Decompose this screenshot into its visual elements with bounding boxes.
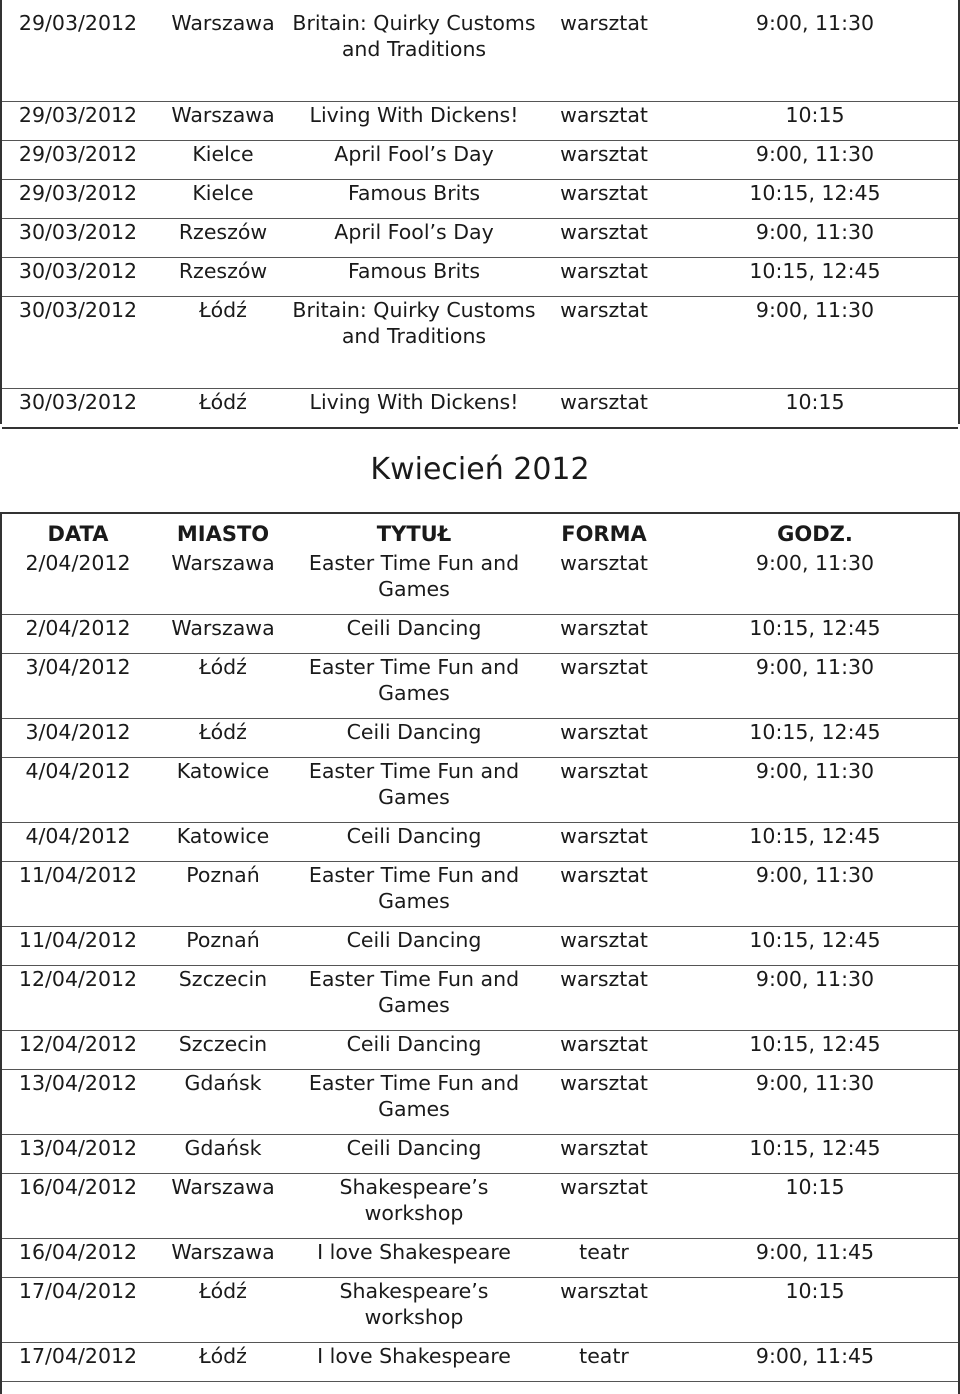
- month-title: Kwiecień 2012: [370, 452, 590, 487]
- cell-date: 16/04/2012: [2, 1239, 154, 1278]
- table-row: [2, 1239, 958, 1278]
- cell-date: 30/03/2012: [2, 297, 154, 389]
- cell-title: Ceili Dancing: [292, 615, 536, 654]
- cell-date: 29/03/2012: [2, 102, 154, 141]
- cell-form: warsztat: [536, 927, 672, 966]
- cell-date: 3/04/2012: [2, 654, 154, 719]
- cell-date: 13/04/2012: [2, 1070, 154, 1135]
- cell-form: warsztat: [536, 102, 672, 141]
- cell-title: April Fool’s Day: [292, 219, 536, 258]
- header-date: DATA: [47, 522, 109, 546]
- cell-form: teatr: [536, 1239, 672, 1278]
- cell-title: Easter Time Fun and Games: [292, 966, 536, 1031]
- table-row: [2, 1174, 958, 1239]
- cell-form: warsztat: [536, 719, 672, 758]
- cell-title: Living With Dickens!: [292, 102, 536, 141]
- cell-date: 4/04/2012: [2, 758, 154, 823]
- cell-title: Ceili Dancing: [292, 1135, 536, 1174]
- cell-time: 10:15, 12:45: [672, 180, 958, 219]
- cell-date: 2/04/2012: [2, 615, 154, 654]
- cell-title: I love Shakespeare: [292, 1239, 536, 1278]
- table-row: [2, 297, 958, 389]
- cell-city: Warszawa: [154, 1239, 292, 1278]
- cell-city: Rzeszów: [154, 258, 292, 297]
- cell-city: Warszawa: [154, 1174, 292, 1239]
- table-header-row: [2, 514, 958, 550]
- table-row: [2, 1031, 958, 1070]
- cell-date: 30/03/2012: [2, 219, 154, 258]
- table-row: [2, 615, 958, 654]
- table-row: [2, 10, 958, 102]
- cell-city: Warszawa: [154, 10, 292, 102]
- cell-time: 9:00, 11:30: [672, 550, 958, 615]
- table-row: [2, 1278, 958, 1343]
- cell-title: Easter Time Fun and Games: [292, 1070, 536, 1135]
- cell-title: Famous Brits: [292, 180, 536, 219]
- cell-date: 11/04/2012: [2, 862, 154, 927]
- cell-form: warsztat: [536, 141, 672, 180]
- cell-time: 10:15, 12:45: [672, 823, 958, 862]
- header-form: FORMA: [561, 522, 647, 546]
- cell-title: Easter Time Fun and Games: [292, 654, 536, 719]
- cell-form: warsztat: [536, 654, 672, 719]
- cell-time: 9:00, 11:45: [672, 1343, 958, 1382]
- cell-time: 10:15: [672, 389, 958, 429]
- cell-city: Poznań: [154, 862, 292, 927]
- cell-city: Rzeszów: [154, 219, 292, 258]
- cell-form: warsztat: [536, 1031, 672, 1070]
- march-schedule-table: [2, 10, 958, 429]
- cell-date: 16/04/2012: [2, 1174, 154, 1239]
- cell-city: Katowice: [154, 758, 292, 823]
- cell-city: Warszawa: [154, 615, 292, 654]
- cell-form: warsztat: [536, 615, 672, 654]
- table-row: [2, 1070, 958, 1135]
- cell-time: 9:00, 11:30: [672, 1070, 958, 1135]
- cell-form: warsztat: [536, 758, 672, 823]
- table-row: [2, 1343, 958, 1382]
- cell-time: 10:15, 12:45: [672, 1135, 958, 1174]
- cell-title: Britain: Quirky Customs and Traditions: [292, 10, 536, 102]
- cell-form: warsztat: [536, 823, 672, 862]
- cell-date: 12/04/2012: [2, 1031, 154, 1070]
- cell-time: 10:15, 12:45: [672, 1031, 958, 1070]
- cell-date: 4/04/2012: [2, 823, 154, 862]
- cell-city: Łódź: [154, 654, 292, 719]
- cell-city: Łódź: [154, 1343, 292, 1382]
- cell-title: Easter Time Fun and Games: [292, 862, 536, 927]
- cell-form: warsztat: [536, 297, 672, 389]
- cell-form: warsztat: [536, 180, 672, 219]
- cell-city: Katowice: [154, 823, 292, 862]
- cell-city: Poznań: [154, 927, 292, 966]
- table-row: [2, 966, 958, 1031]
- header-title: TYTUŁ: [376, 522, 452, 546]
- cell-city: Łódź: [154, 297, 292, 389]
- cell-time: 9:00, 11:30: [672, 966, 958, 1031]
- table-row: [2, 219, 958, 258]
- cell-form: warsztat: [536, 550, 672, 615]
- cell-time: 10:15: [672, 1278, 958, 1343]
- cell-time: 10:15: [672, 102, 958, 141]
- cell-date: 3/04/2012: [2, 719, 154, 758]
- table-row: [2, 258, 958, 297]
- cell-title: Living With Dickens!: [292, 389, 536, 429]
- table-row: [2, 141, 958, 180]
- cell-city: Szczecin: [154, 966, 292, 1031]
- cell-title: Ceili Dancing: [292, 823, 536, 862]
- header-city: MIASTO: [176, 522, 270, 546]
- table-row: [2, 389, 958, 429]
- cell-form: warsztat: [536, 862, 672, 927]
- april-schedule-table: [2, 514, 958, 1382]
- cell-city: Kielce: [154, 141, 292, 180]
- cell-title: I love Shakespeare: [292, 1343, 536, 1382]
- cell-time: 10:15, 12:45: [672, 719, 958, 758]
- cell-time: 10:15, 12:45: [672, 258, 958, 297]
- cell-form: warsztat: [536, 1135, 672, 1174]
- table-row: [2, 823, 958, 862]
- cell-time: 10:15: [672, 1174, 958, 1239]
- cell-date: 29/03/2012: [2, 10, 154, 102]
- cell-date: 12/04/2012: [2, 966, 154, 1031]
- cell-form: warsztat: [536, 1174, 672, 1239]
- cell-city: Warszawa: [154, 550, 292, 615]
- cell-date: 13/04/2012: [2, 1135, 154, 1174]
- table-row: [2, 180, 958, 219]
- cell-title: Easter Time Fun and Games: [292, 550, 536, 615]
- cell-date: 17/04/2012: [2, 1343, 154, 1382]
- table-row: [2, 862, 958, 927]
- cell-form: warsztat: [536, 219, 672, 258]
- cell-time: 9:00, 11:30: [672, 297, 958, 389]
- table-row: [2, 927, 958, 966]
- cell-title: Ceili Dancing: [292, 719, 536, 758]
- cell-city: Szczecin: [154, 1031, 292, 1070]
- cell-city: Gdańsk: [154, 1135, 292, 1174]
- cell-time: 9:00, 11:45: [672, 1239, 958, 1278]
- cell-form: warsztat: [536, 258, 672, 297]
- cell-title: Shakespeare’s workshop: [292, 1278, 536, 1343]
- cell-title: Ceili Dancing: [292, 927, 536, 966]
- cell-city: Łódź: [154, 1278, 292, 1343]
- cell-time: 9:00, 11:30: [672, 862, 958, 927]
- cell-form: warsztat: [536, 10, 672, 102]
- table-row: [2, 102, 958, 141]
- cell-form: warsztat: [536, 1278, 672, 1343]
- cell-form: teatr: [536, 1343, 672, 1382]
- cell-date: 29/03/2012: [2, 141, 154, 180]
- cell-title: Easter Time Fun and Games: [292, 758, 536, 823]
- cell-date: 2/04/2012: [2, 550, 154, 615]
- cell-title: Britain: Quirky Customs and Traditions: [292, 297, 536, 389]
- cell-date: 30/03/2012: [2, 258, 154, 297]
- cell-date: 30/03/2012: [2, 389, 154, 429]
- cell-time: 9:00, 11:30: [672, 141, 958, 180]
- cell-time: 9:00, 11:30: [672, 219, 958, 258]
- cell-date: 17/04/2012: [2, 1278, 154, 1343]
- cell-form: warsztat: [536, 389, 672, 429]
- cell-city: Kielce: [154, 180, 292, 219]
- cell-time: 9:00, 11:30: [672, 10, 958, 102]
- table-row: [2, 550, 958, 615]
- cell-city: Warszawa: [154, 102, 292, 141]
- cell-title: Shakespeare’s workshop: [292, 1174, 536, 1239]
- cell-city: Łódź: [154, 719, 292, 758]
- header-time: GODZ.: [777, 522, 853, 546]
- cell-form: warsztat: [536, 1070, 672, 1135]
- table-row: [2, 654, 958, 719]
- cell-title: Ceili Dancing: [292, 1031, 536, 1070]
- table-row: [2, 719, 958, 758]
- cell-city: Łódź: [154, 389, 292, 429]
- cell-time: 9:00, 11:30: [672, 654, 958, 719]
- cell-date: 29/03/2012: [2, 180, 154, 219]
- cell-time: 10:15, 12:45: [672, 615, 958, 654]
- table-row: [2, 1135, 958, 1174]
- cell-form: warsztat: [536, 966, 672, 1031]
- cell-time: 10:15, 12:45: [672, 927, 958, 966]
- cell-title: Famous Brits: [292, 258, 536, 297]
- cell-time: 9:00, 11:30: [672, 758, 958, 823]
- cell-date: 11/04/2012: [2, 927, 154, 966]
- table-row: [2, 758, 958, 823]
- cell-title: April Fool’s Day: [292, 141, 536, 180]
- cell-city: Gdańsk: [154, 1070, 292, 1135]
